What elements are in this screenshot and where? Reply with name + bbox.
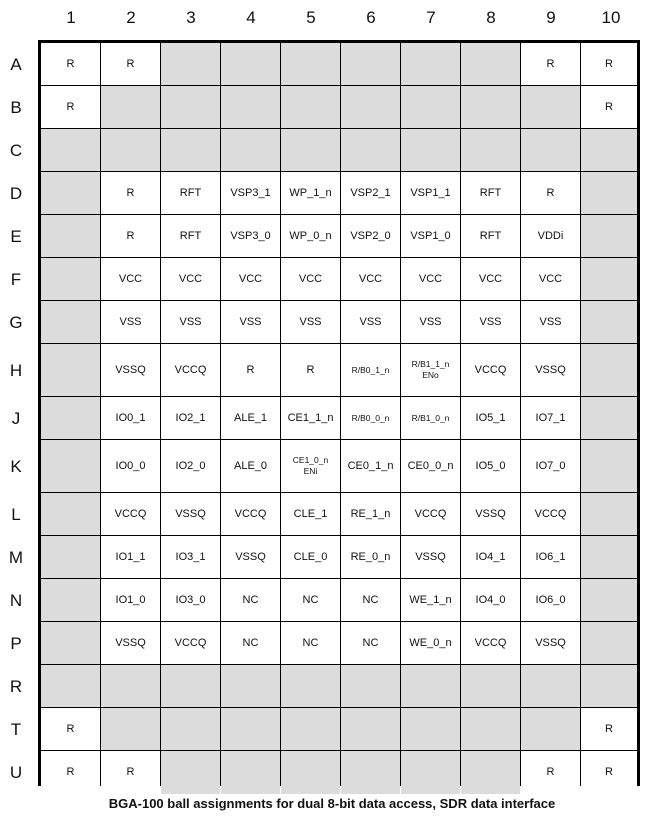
ball-A4 bbox=[221, 43, 280, 85]
ball-T3 bbox=[161, 708, 220, 750]
ball-E9: VDDi bbox=[521, 215, 580, 257]
ball-F10 bbox=[581, 258, 637, 300]
ball-G7: VSS bbox=[401, 301, 460, 343]
ball-U9: R bbox=[521, 751, 580, 794]
ball-E3: RFT bbox=[161, 215, 220, 257]
ball-U5 bbox=[281, 751, 340, 794]
row-header-J: J bbox=[11, 409, 21, 428]
ball-N7: WE_1_n bbox=[401, 579, 460, 621]
ball-L7: VCCQ bbox=[401, 493, 460, 535]
ball-E6: VSP2_0 bbox=[341, 215, 400, 257]
ball-A6 bbox=[341, 43, 400, 85]
ball-F3: VCC bbox=[161, 258, 220, 300]
ball-E4: VSP3_0 bbox=[221, 215, 280, 257]
ball-D9: R bbox=[521, 172, 580, 214]
ball-P7: WE_0_n bbox=[401, 622, 460, 664]
row-header-C: C bbox=[9, 141, 23, 160]
ball-M6: RE_0_n bbox=[341, 536, 400, 578]
ball-T8 bbox=[461, 708, 520, 750]
ball-label-line: ENi bbox=[303, 466, 318, 476]
ball-P5: NC bbox=[281, 622, 340, 664]
row-header-T: T bbox=[10, 720, 22, 739]
ball-T4 bbox=[221, 708, 280, 750]
row-header-R: R bbox=[9, 677, 23, 696]
ball-H6: R/B0_1_n bbox=[341, 344, 400, 396]
column-header-7: 7 bbox=[426, 8, 436, 27]
ball-C2 bbox=[101, 129, 160, 171]
ball-A3 bbox=[161, 43, 220, 85]
ball-H8: VCCQ bbox=[461, 344, 520, 396]
ball-B6 bbox=[341, 86, 400, 128]
column-header-1: 1 bbox=[66, 8, 76, 27]
ball-C7 bbox=[401, 129, 460, 171]
ball-T9 bbox=[521, 708, 580, 750]
ball-G10 bbox=[581, 301, 637, 343]
ball-G5: VSS bbox=[281, 301, 340, 343]
ball-H3: VCCQ bbox=[161, 344, 220, 396]
ball-A5 bbox=[281, 43, 340, 85]
ball-N8: IO4_0 bbox=[461, 579, 520, 621]
ball-M10 bbox=[581, 536, 637, 578]
row-header-M: M bbox=[8, 548, 24, 567]
ball-grid bbox=[38, 40, 640, 786]
ball-K1 bbox=[41, 440, 100, 492]
ball-U10: R bbox=[581, 751, 637, 794]
ball-A9: R bbox=[521, 43, 580, 85]
ball-B4 bbox=[221, 86, 280, 128]
ball-U1: R bbox=[41, 751, 100, 794]
ball-K10 bbox=[581, 440, 637, 492]
column-header-6: 6 bbox=[366, 8, 376, 27]
row-header-F: F bbox=[10, 270, 22, 289]
ball-F1 bbox=[41, 258, 100, 300]
row-header-L: L bbox=[11, 505, 21, 524]
row-header-N: N bbox=[9, 591, 23, 610]
ball-R1 bbox=[41, 665, 100, 707]
ball-B9 bbox=[521, 86, 580, 128]
ball-B2 bbox=[101, 86, 160, 128]
ball-H2: VSSQ bbox=[101, 344, 160, 396]
ball-E1 bbox=[41, 215, 100, 257]
ball-K7: CE0_0_n bbox=[401, 440, 460, 492]
ball-F2: VCC bbox=[101, 258, 160, 300]
ball-K4: ALE_0 bbox=[221, 440, 280, 492]
row-header-P: P bbox=[10, 634, 22, 653]
ball-J9: IO7_1 bbox=[521, 397, 580, 439]
ball-A10: R bbox=[581, 43, 637, 85]
ball-B5 bbox=[281, 86, 340, 128]
column-header-3: 3 bbox=[186, 8, 196, 27]
ball-G3: VSS bbox=[161, 301, 220, 343]
ball-U7 bbox=[401, 751, 460, 794]
column-header-10: 10 bbox=[601, 8, 621, 27]
ball-L8: VSSQ bbox=[461, 493, 520, 535]
ball-label-line: R/B1_1_n bbox=[411, 359, 450, 369]
ball-M2: IO1_1 bbox=[101, 536, 160, 578]
ball-P8: VCCQ bbox=[461, 622, 520, 664]
column-header-8: 8 bbox=[486, 8, 496, 27]
ball-label-line: ENo bbox=[422, 370, 439, 380]
ball-T10: R bbox=[581, 708, 637, 750]
ball-D1 bbox=[41, 172, 100, 214]
row-header-K: K bbox=[10, 457, 22, 476]
ball-R5 bbox=[281, 665, 340, 707]
ball-H1 bbox=[41, 344, 100, 396]
ball-D5: WP_1_n bbox=[281, 172, 340, 214]
ball-E2: R bbox=[101, 215, 160, 257]
ball-C3 bbox=[161, 129, 220, 171]
ball-L2: VCCQ bbox=[101, 493, 160, 535]
ball-L5: CLE_1 bbox=[281, 493, 340, 535]
ball-F5: VCC bbox=[281, 258, 340, 300]
ball-C6 bbox=[341, 129, 400, 171]
ball-L9: VCCQ bbox=[521, 493, 580, 535]
ball-K2: IO0_0 bbox=[101, 440, 160, 492]
ball-L6: RE_1_n bbox=[341, 493, 400, 535]
ball-L1 bbox=[41, 493, 100, 535]
ball-P2: VSSQ bbox=[101, 622, 160, 664]
ball-G9: VSS bbox=[521, 301, 580, 343]
row-header-A: A bbox=[10, 55, 22, 74]
ball-E7: VSP1_0 bbox=[401, 215, 460, 257]
ball-H9: VSSQ bbox=[521, 344, 580, 396]
ball-H4: R bbox=[221, 344, 280, 396]
ball-M7: VSSQ bbox=[401, 536, 460, 578]
ball-M4: VSSQ bbox=[221, 536, 280, 578]
ball-T7 bbox=[401, 708, 460, 750]
ball-P6: NC bbox=[341, 622, 400, 664]
ball-F8: VCC bbox=[461, 258, 520, 300]
row-header-E: E bbox=[10, 227, 22, 246]
ball-J3: IO2_1 bbox=[161, 397, 220, 439]
ball-J1 bbox=[41, 397, 100, 439]
ball-J4: ALE_1 bbox=[221, 397, 280, 439]
ball-M1 bbox=[41, 536, 100, 578]
ball-D8: RFT bbox=[461, 172, 520, 214]
row-header-D: D bbox=[9, 184, 23, 203]
column-header-2: 2 bbox=[126, 8, 136, 27]
ball-N9: IO6_0 bbox=[521, 579, 580, 621]
ball-U8 bbox=[461, 751, 520, 794]
ball-U3 bbox=[161, 751, 220, 794]
ball-J5: CE1_1_n bbox=[281, 397, 340, 439]
ball-C5 bbox=[281, 129, 340, 171]
ball-N1 bbox=[41, 579, 100, 621]
column-header-9: 9 bbox=[546, 8, 556, 27]
ball-C1 bbox=[41, 129, 100, 171]
ball-A1: R bbox=[41, 43, 100, 85]
ball-E10 bbox=[581, 215, 637, 257]
ball-L3: VSSQ bbox=[161, 493, 220, 535]
ball-G8: VSS bbox=[461, 301, 520, 343]
ball-R4 bbox=[221, 665, 280, 707]
ball-J7: R/B1_0_n bbox=[401, 397, 460, 439]
ball-B3 bbox=[161, 86, 220, 128]
ball-label-line: CE1_0_n bbox=[292, 455, 329, 465]
ball-T5 bbox=[281, 708, 340, 750]
ball-D2: R bbox=[101, 172, 160, 214]
ball-N5: NC bbox=[281, 579, 340, 621]
ball-E5: WP_0_n bbox=[281, 215, 340, 257]
ball-T6 bbox=[341, 708, 400, 750]
ball-C10 bbox=[581, 129, 637, 171]
row-header-G: G bbox=[9, 313, 23, 332]
ball-M5: CLE_0 bbox=[281, 536, 340, 578]
ball-J10 bbox=[581, 397, 637, 439]
row-header-H: H bbox=[9, 361, 23, 380]
ball-N3: IO3_0 bbox=[161, 579, 220, 621]
ball-A2: R bbox=[101, 43, 160, 85]
ball-K3: IO2_0 bbox=[161, 440, 220, 492]
ball-P4: NC bbox=[221, 622, 280, 664]
ball-D3: RFT bbox=[161, 172, 220, 214]
ball-D6: VSP2_1 bbox=[341, 172, 400, 214]
ball-G4: VSS bbox=[221, 301, 280, 343]
ball-B7 bbox=[401, 86, 460, 128]
ball-N4: NC bbox=[221, 579, 280, 621]
ball-N6: NC bbox=[341, 579, 400, 621]
ball-B8 bbox=[461, 86, 520, 128]
ball-E8: RFT bbox=[461, 215, 520, 257]
ball-P1 bbox=[41, 622, 100, 664]
ball-B10: R bbox=[581, 86, 637, 128]
ball-N10 bbox=[581, 579, 637, 621]
ball-K6: CE0_1_n bbox=[341, 440, 400, 492]
ball-C4 bbox=[221, 129, 280, 171]
ball-R2 bbox=[101, 665, 160, 707]
ball-U6 bbox=[341, 751, 400, 794]
ball-J2: IO0_1 bbox=[101, 397, 160, 439]
ball-R10 bbox=[581, 665, 637, 707]
ball-D10 bbox=[581, 172, 637, 214]
ball-C8 bbox=[461, 129, 520, 171]
ball-P9: VSSQ bbox=[521, 622, 580, 664]
ball-R6 bbox=[341, 665, 400, 707]
ball-P10 bbox=[581, 622, 637, 664]
ball-B1: R bbox=[41, 86, 100, 128]
ball-F9: VCC bbox=[521, 258, 580, 300]
ball-P3: VCCQ bbox=[161, 622, 220, 664]
ball-G6: VSS bbox=[341, 301, 400, 343]
ball-K5 bbox=[281, 440, 340, 492]
ball-M8: IO4_1 bbox=[461, 536, 520, 578]
ball-G2: VSS bbox=[101, 301, 160, 343]
ball-A8 bbox=[461, 43, 520, 85]
ball-T1: R bbox=[41, 708, 100, 750]
ball-F4: VCC bbox=[221, 258, 280, 300]
ball-R3 bbox=[161, 665, 220, 707]
ball-R8 bbox=[461, 665, 520, 707]
ball-R9 bbox=[521, 665, 580, 707]
row-header-U: U bbox=[9, 763, 23, 782]
column-header-4: 4 bbox=[246, 8, 256, 27]
ball-T2 bbox=[101, 708, 160, 750]
ball-C9 bbox=[521, 129, 580, 171]
ball-D7: VSP1_1 bbox=[401, 172, 460, 214]
ball-F6: VCC bbox=[341, 258, 400, 300]
ball-H7 bbox=[401, 344, 460, 396]
column-header-5: 5 bbox=[306, 8, 316, 27]
ball-R7 bbox=[401, 665, 460, 707]
ball-U4 bbox=[221, 751, 280, 794]
ball-F7: VCC bbox=[401, 258, 460, 300]
ball-D4: VSP3_1 bbox=[221, 172, 280, 214]
row-header-B: B bbox=[10, 98, 22, 117]
ball-L10 bbox=[581, 493, 637, 535]
ball-L4: VCCQ bbox=[221, 493, 280, 535]
ball-K8: IO5_0 bbox=[461, 440, 520, 492]
ball-J8: IO5_1 bbox=[461, 397, 520, 439]
ball-K9: IO7_0 bbox=[521, 440, 580, 492]
figure-caption: BGA-100 ball assignments for dual 8-bit data access, SDR data interface bbox=[108, 796, 556, 811]
ball-H10 bbox=[581, 344, 637, 396]
ball-G1 bbox=[41, 301, 100, 343]
ball-N2: IO1_0 bbox=[101, 579, 160, 621]
ball-H5: R bbox=[281, 344, 340, 396]
ball-U2: R bbox=[101, 751, 160, 794]
ball-M3: IO3_1 bbox=[161, 536, 220, 578]
ball-A7 bbox=[401, 43, 460, 85]
ball-J6: R/B0_0_n bbox=[341, 397, 400, 439]
ball-M9: IO6_1 bbox=[521, 536, 580, 578]
